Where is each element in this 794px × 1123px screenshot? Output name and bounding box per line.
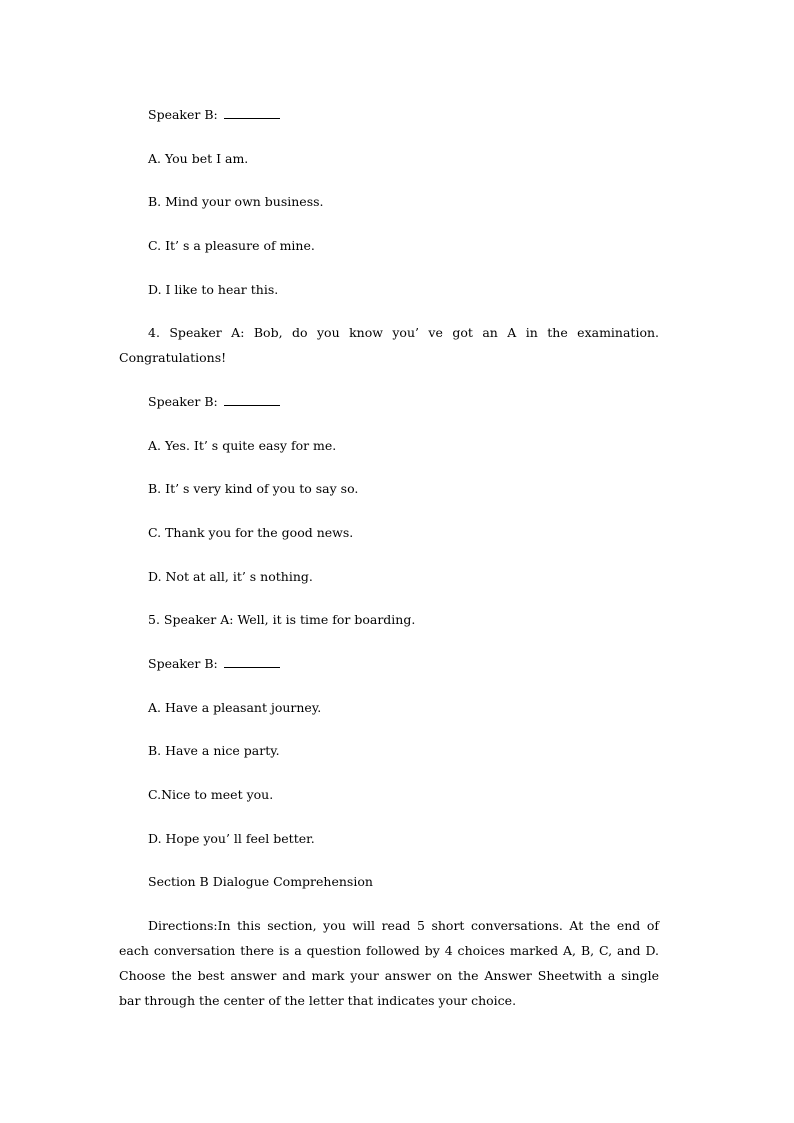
option-b: B. It’ s very kind of you to say so. <box>148 481 359 496</box>
question-5-prompt: 5. Speaker A: Well, it is time for boarding. <box>148 612 416 627</box>
option-b: B. Mind your own business. <box>148 194 324 209</box>
speaker-b-label: Speaker B: <box>148 107 222 122</box>
section-heading: Section B Dialogue Comprehension <box>148 874 373 889</box>
speaker-b-label: Speaker B: <box>148 656 222 671</box>
option-b: B. Have a nice party. <box>148 743 280 758</box>
question-4-prompt: 4. Speaker A: Bob, do you know you’ ve got an A in the examination. Congratulations! <box>119 325 659 365</box>
option-d: D. Not at all, it’ s nothing. <box>148 569 313 584</box>
answer-blank <box>224 656 280 668</box>
option-d: D. I like to hear this. <box>148 282 279 297</box>
option-c: C.Nice to meet you. <box>148 787 274 802</box>
speaker-b-line <box>148 394 280 410</box>
directions-paragraph: Directions:In this section, you will read 5 short conversations. At the end of each conversation there is a question followed by 4 choices marked A, B, C, and D. Choose the best answer and mark your answer on the Answer Sheetwith a single bar through the center of the letter that indicates your choice. <box>119 918 659 1008</box>
answer-blank <box>224 107 280 119</box>
speaker-b-line <box>148 107 280 123</box>
speaker-b-label: Speaker B: <box>148 394 222 409</box>
option-a: A. Have a pleasant journey. <box>148 700 322 715</box>
option-c: C. It’ s a pleasure of mine. <box>148 238 315 253</box>
option-c: C. Thank you for the good news. <box>148 525 354 540</box>
option-d: D. Hope you’ ll feel better. <box>148 831 315 846</box>
option-a: A. You bet I am. <box>148 151 249 166</box>
option-a: A. Yes. It’ s quite easy for me. <box>148 438 337 453</box>
speaker-b-line <box>148 656 280 672</box>
answer-blank <box>224 394 280 406</box>
